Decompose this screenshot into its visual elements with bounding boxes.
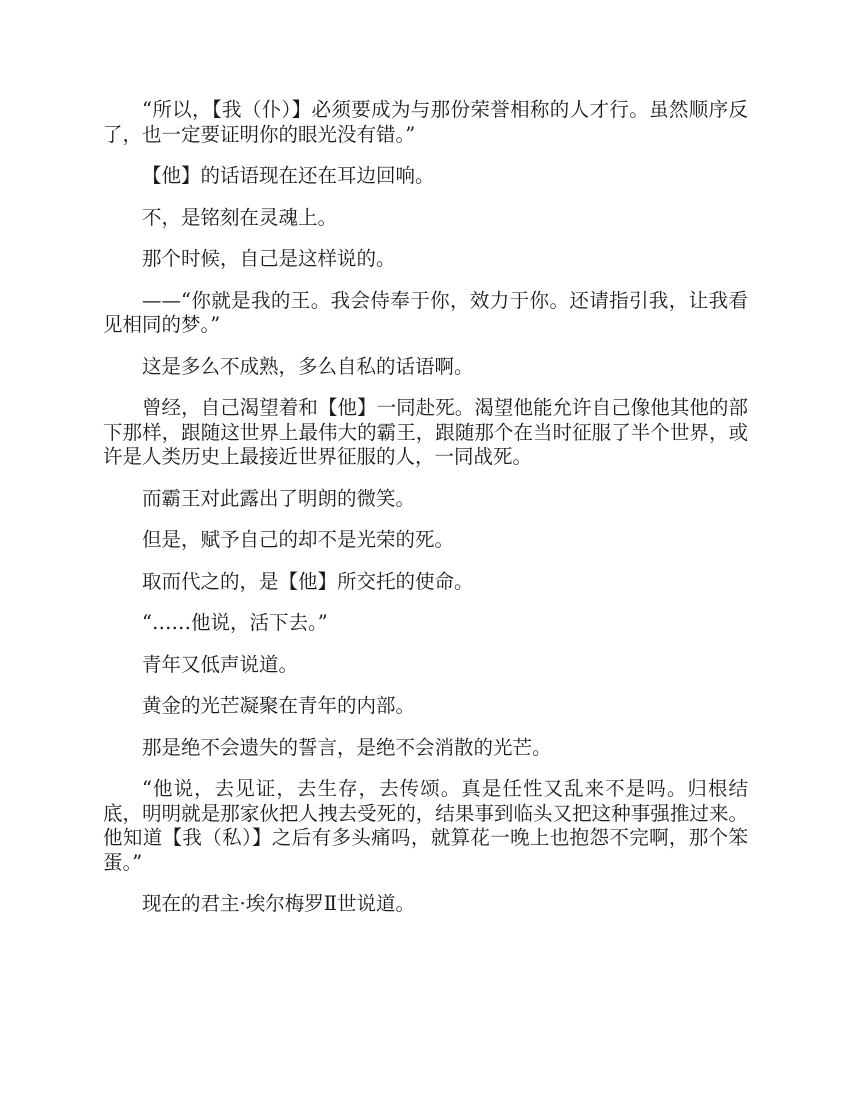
paragraph-6: 这是多么不成熟，多么自私的话语啊。 bbox=[142, 354, 474, 378]
paragraph-8: 而霸王对此露出了明朗的微笑。 bbox=[142, 486, 416, 510]
paragraph-2: 【他】的话语现在还在耳边回响。 bbox=[142, 164, 435, 187]
paragraph-7: 曾经，自己渴望着和【他】一同赴死。渴望他能允许自己像他其他的部下那样，跟随这世界上最伟大的霸王，跟随那个在当时征服了半个世界，或许是人类历史上最接近世界征服的人，一同战死。 bbox=[103, 396, 748, 468]
paragraph-12: 青年又低声说道。 bbox=[142, 652, 299, 676]
paragraph-4: 那个时候，自己是这样说的。 bbox=[142, 247, 396, 270]
paragraph-15: “他说，去见证，去生存，去传颂。真是任性又乱来不是吗。归根结底，明明就是那家伙把人拽去受死的，结果事到临头又把这种事强推过来。他知道【我（私）】之后有多头痛吗，就算花一晚上也抱怨不完啊，那个笨蛋。” bbox=[103, 777, 748, 874]
paragraph-14: 那是绝不会遗失的誓言，是绝不会消散的光芒。 bbox=[142, 735, 552, 759]
paragraph-9: 但是，赋予自己的却不是光荣的死。 bbox=[142, 528, 455, 551]
paragraph-5: ——“你就是我的王。我会侍奉于你，效力于你。还请指引我，让我看见相同的梦。” bbox=[103, 288, 748, 336]
paragraph-11: “……他说，活下去。” bbox=[142, 611, 328, 634]
paragraph-10: 取而代之的，是【他】所交托的使命。 bbox=[142, 569, 474, 593]
paragraph-16: 现在的君主·埃尔梅罗Ⅱ世说道。 bbox=[142, 892, 415, 915]
paragraph-3: 不，是铭刻在灵魂上。 bbox=[142, 205, 338, 229]
paragraph-1: “所以，【我（仆）】必须要成为与那份荣誉相称的人才行。虽然顺序反了，也一定要证明你的眼光没有错。” bbox=[103, 98, 748, 146]
document-body bbox=[103, 98, 748, 934]
paragraph-13: 黄金的光芒凝聚在青年的内部。 bbox=[142, 694, 416, 717]
